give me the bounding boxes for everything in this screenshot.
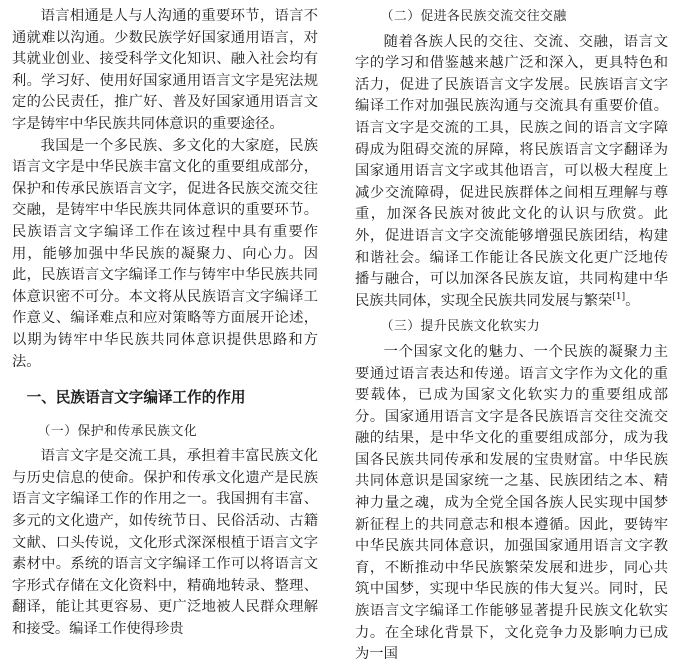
body-paragraph-5: 一个国家文化的魅力、一个民族的凝聚力主要通过语言表达和传递。语言文字作为文化的重要载体，已成为国家文化软实力的重要组成部分。国家通用语言文字是各民族语言交往交流交融的结果，是中华文化的重要组成部分，成为我国各民族共同传承和发展的宝贵财富。中华民族共同体意识是国家统一之基、民族团结之本、精神力量之魂，成为全党全国各族人民实现中国梦新征程上的共同意志和根本遵循。因此，要铸牢中华民族共同体意识，加强国家通用语言文字教育，不断推动中华民族繁荣发展和进步，同心共筑中国梦，实现中华民族的伟大复兴。同时，民族语言文字编译工作能够显著提升民族文化软实力。在全球化背景下，文化竞争力及影响力已成为一国 xyxy=(355,343,668,663)
section-title: 一、民族语言文字编译工作的作用 xyxy=(26,389,246,407)
body-paragraph-4-end: 。 xyxy=(625,292,640,309)
subsection-title-3: （三）提升民族文化软实力 xyxy=(380,319,541,335)
citation-marker: [1] xyxy=(612,291,626,302)
body-paragraph-4 xyxy=(355,32,668,313)
right-column xyxy=(355,6,668,666)
left-column xyxy=(12,6,318,641)
intro-paragraph-1: 语言相通是人与人沟通的重要环节，语言不通就难以沟通。少数民族学好国家通用语言，对其就业创业、接受科学文化知识、融入社会均有利。学习好、使用好国家通用语言文字是宪法规定的公民责任，推广好、普及好国家通用语言文字是铸牢中华民族共同体意识的重要途径。 xyxy=(12,8,318,132)
body-paragraph-3: 语言文字是交流工具，承担着丰富民族文化与历史信息的使命。保护和传承文化遗产是民族语言文字编译工作的作用之一。我国拥有丰富、多元的文化遗产，如传统节日、民俗活动、古籍文献、口头传说，文化形式深深根植于语言文字素材中。系统的语言文字编译工作可以将语言文字形式存储在文化资料中，精确地转录、整理、翻译，能让其更容易、更广泛地被人民群众理解和接受。编译工作使得珍贵 xyxy=(12,448,318,638)
subsection-title-1: （一）保护和传承民族文化 xyxy=(37,423,198,439)
subsection-title-2: （二）促进各民族交流交往交融 xyxy=(380,9,567,24)
intro-paragraph-2: 我国是一个多民族、多文化的大家庭，民族语言文字是中华民族丰富文化的重要组成部分，保护和传承民族语言文字，促进各民族交流交往交融，是铸牢中华民族共同体意识的重要环节。民族语言文字编译工作在该过程中具有重要作用，能够加强中华民族的凝聚力、向心力。因此，民族语言文字编译工作与铸牢中华民族共同体意识密不可分。本文将从民族语言文字编译工作意义、编译难点和应对策略等方面展开论述，以期为铸牢中华民族共同体意识提供思路和方法。 xyxy=(12,137,318,370)
body-paragraph-4-text: 随着各族人民的交往、交流、交融，语言文字的学习和借鉴越来越广泛和深入，更具特色和活力，促进了民族语言文字发展。民族语言文字编译工作对加强民族沟通与交流具有重要价值。语言文字是交流的工具，民族之间的语言文字障碍成为阻碍交流的屏障，将民族语言文字翻译为国家通用语言文字或其他语言，可以极大程度上减少交流障碍，促进民族群体之间相互理解与尊重，加深各民族对彼此文化的认识与欣赏。此外，促进语言文字交流能够增强民族团结，构建和谐社会。编译工作能让各民族文化更广泛地传播与融合，可以加深各民族友谊，共同构建中华民族共同体，实现全民族共同发展与繁荣 xyxy=(355,33,668,309)
